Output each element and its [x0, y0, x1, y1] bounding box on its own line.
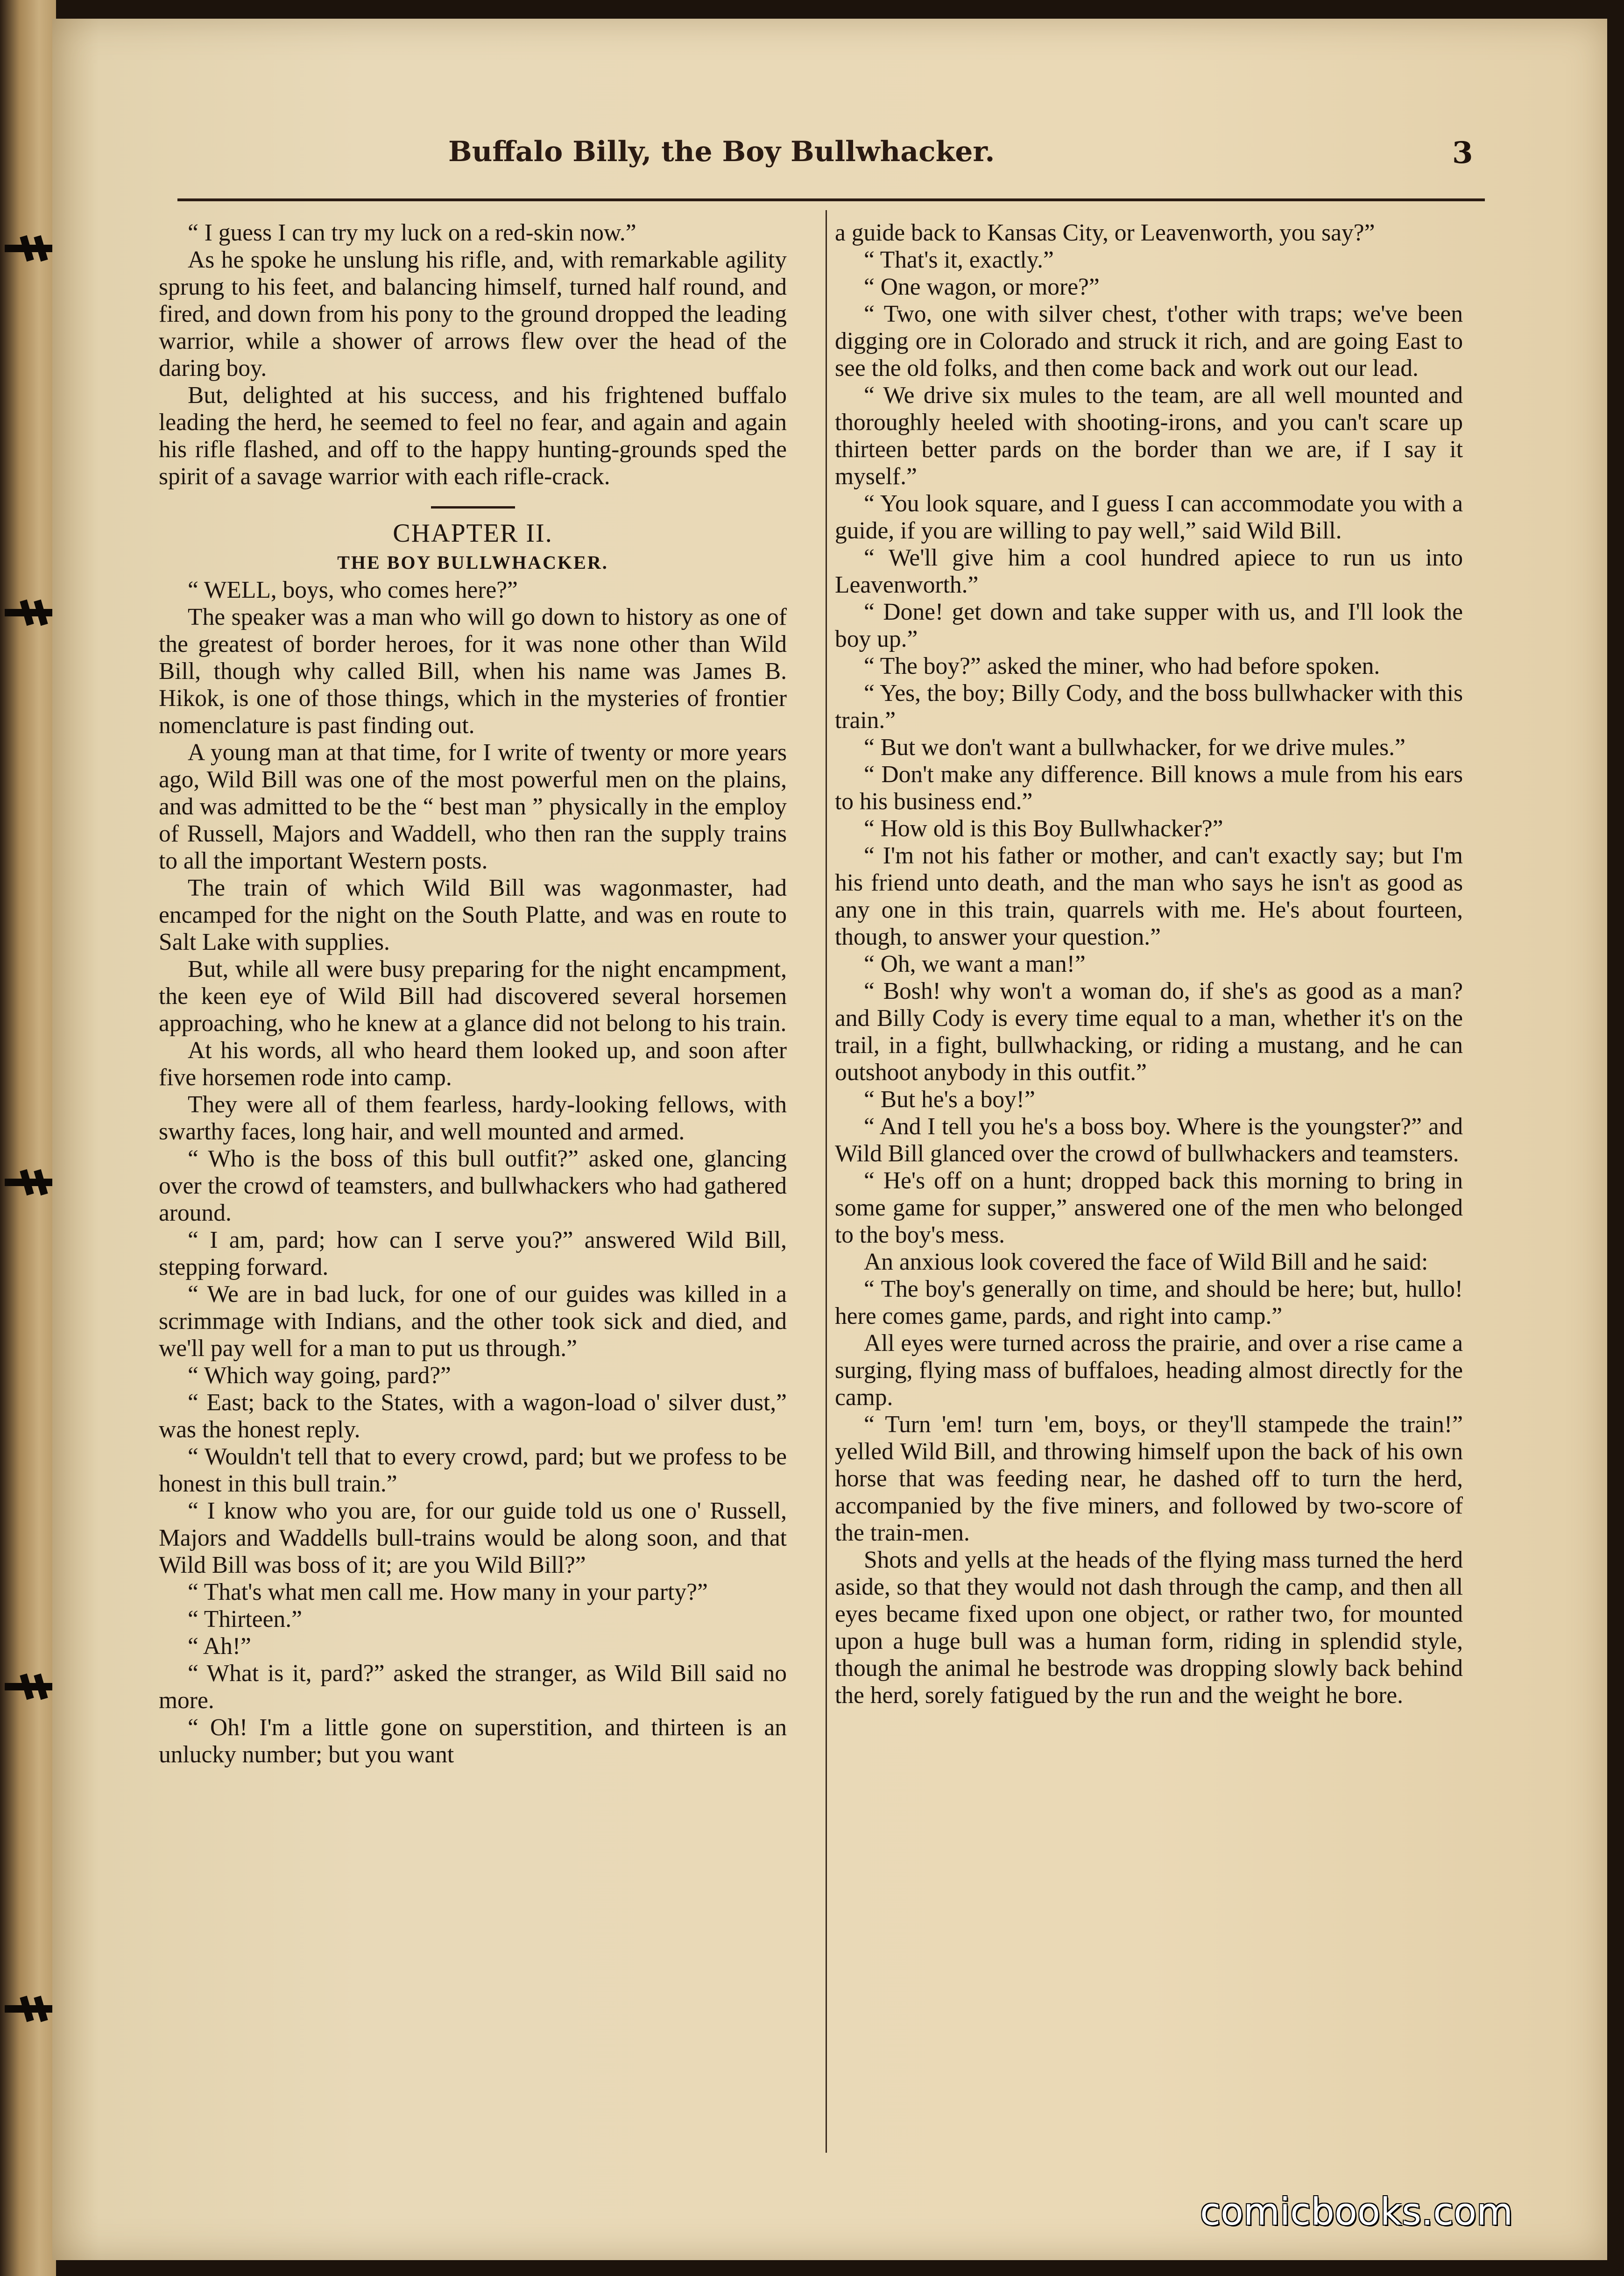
paragraph: A young man at that time, for I write of twenty or more years ago, Wild Bill was one of the most powerful men on the plains, and was admitted to be the “ best man ” physically in the employ of Russell, Majors and Waddell, who then ran the supply trains to all the important Western posts. — [159, 739, 787, 874]
paragraph: “ We drive six mules to the team, are all well mounted and thoroughly heeled with shooting-irons, and you can't scare up thirteen better pards on the border than we are, if I say it myself.” — [835, 382, 1463, 490]
paragraph: “ I'm not his father or mother, and can't exactly say; but I'm his friend unto death, and the man who says he isn't as good as any one in this train, quarrels with me. He's about fourteen, though, to answer your question.” — [835, 842, 1463, 950]
paragraph: “ We are in bad luck, for one of our guides was killed in a scrimmage with Indians, and the other took sick and died, and we'll pay well for a man to put us through.” — [159, 1281, 787, 1362]
watermark: comicbooks.com — [1200, 2190, 1513, 2234]
paragraph: “ I am, pard; how can I serve you?” answered Wild Bill, stepping forward. — [159, 1227, 787, 1280]
chapter-title: CHAPTER II. — [393, 519, 553, 548]
paragraph: As he spoke he unslung his rifle, and, with remarkable agility sprung to his feet, and balancing himself, turned half round, and fired, and down from his pony to the ground dropped the leading warrior, while a shower of arrows flew over the head of the daring boy. — [159, 247, 787, 382]
paragraph: “ Done! get down and take supper with us, and I'll look the boy up.” — [835, 599, 1463, 652]
column-divider — [826, 210, 827, 2153]
paragraph: “ But we don't want a bullwhacker, for we drive mules.” — [864, 734, 1405, 761]
paragraph: “ Thirteen.” — [188, 1606, 302, 1633]
paragraph: “ Oh! I'm a little gone on superstition, and thirteen is an unlucky number; but you want — [159, 1714, 787, 1768]
running-head: Buffalo Billy, the Boy Bullwhacker. — [448, 135, 995, 168]
header-rule — [177, 198, 1485, 201]
paragraph: “ East; back to the States, with a wagon-load o' silver dust,” was the honest reply. — [159, 1389, 787, 1443]
paragraph: “ Oh, we want a man!” — [864, 951, 1086, 977]
paragraph: “ Bosh! why won't a woman do, if she's as good as a man? and Billy Cody is every time equal to a man, whether it's on the trail, in a fight, bullwhacking, or riding a mustang, and he can outshoot anybody in this outfit.” — [835, 978, 1463, 1086]
paragraph: “ That's what men call me. How many in your party?” — [188, 1579, 708, 1605]
paragraph: “ And I tell you he's a boss boy. Where is the youngster?” and Wild Bill glanced over the crowd of bullwhackers and teamsters. — [835, 1113, 1463, 1167]
paragraph: “ Don't make any difference. Bill knows a mule from his ears to his business end.” — [835, 761, 1463, 815]
paragraph: “ I guess I can try my luck on a red-skin now.” — [188, 219, 636, 246]
left-column — [159, 219, 787, 2157]
paragraph: The train of which Wild Bill was wagonmaster, had encamped for the night on the South Platte, and was en route to Salt Lake with supplies. — [159, 875, 787, 955]
paragraph: But, delighted at his success, and his frightened buffalo leading the herd, he seemed to feel no fear, and again and again his rifle flashed, and off to the happy hunting-grounds sped the spirit of a savage warrior with each rifle-crack. — [159, 382, 787, 490]
paragraph: “ The boy's generally on time, and should be here; but, hullo! here comes game, pards, and right into camp.” — [835, 1276, 1463, 1329]
chapter-rule — [431, 506, 515, 509]
paragraph: “ What is it, pard?” asked the stranger, as Wild Bill said no more. — [159, 1660, 787, 1714]
paragraph: “ One wagon, or more?” — [864, 274, 1100, 300]
paragraph: “ I know who you are, for our guide told us one o' Russell, Majors and Waddells bull-trains would be along soon, and that Wild Bill was boss of it; are you Wild Bill?” — [159, 1498, 787, 1578]
right-column — [835, 219, 1463, 2157]
paragraph: At his words, all who heard them looked up, and soon after five horsemen rode into camp. — [159, 1037, 787, 1091]
book-spine — [0, 0, 56, 2276]
paragraph: “ Wouldn't tell that to every crowd, pard; but we profess to be honest in this bull train.” — [159, 1443, 787, 1497]
paragraph: “ Yes, the boy; Billy Cody, and the boss bullwhacker with this train.” — [835, 680, 1463, 734]
paragraph: Shots and yells at the heads of the flying mass turned the herd aside, so that they would not dash through the camp, and then all eyes became fixed upon one object, or rather two, for mounted upon a huge bull was a human form, riding in splendid style, though the animal he bestrode was dropping slowly back behind the herd, sorely fatigued by the run and the weight he bore. — [835, 1547, 1463, 1709]
paragraph: “ That's it, exactly.” — [864, 247, 1054, 273]
paragraph: “ WELL, boys, who comes here?” — [188, 577, 518, 603]
paragraph: “ Who is the boss of this bull outfit?” asked one, glancing over the crowd of teamsters, and bullwhackers who had gathered around. — [159, 1145, 787, 1226]
paragraph: “ Ah!” — [188, 1633, 251, 1660]
chapter-subtitle: THE BOY BULLWHACKER. — [337, 552, 608, 573]
paragraph: “ But he's a boy!” — [864, 1086, 1035, 1113]
paragraph: “ We'll give him a cool hundred apiece to run us into Leavenworth.” — [835, 544, 1463, 598]
page-number: 3 — [1452, 135, 1473, 170]
paragraph: “ The boy?” asked the miner, who had before spoken. — [864, 653, 1380, 679]
paragraph: “ Turn 'em! turn 'em, boys, or they'll stampede the train!” yelled Wild Bill, and throwing himself upon the back of his own horse that was feeding near, he dashed off to turn the herd, accompanied by the five miners, and followed by two-score of the train-men. — [835, 1411, 1463, 1546]
paragraph: “ He's off on a hunt; dropped back this morning to bring in some game for supper,” answered one of the men who belonged to the boy's mess. — [835, 1167, 1463, 1248]
paragraph: All eyes were turned across the prairie, and over a rise came a surging, flying mass of buffaloes, heading almost directly for the camp. — [835, 1330, 1463, 1411]
paragraph: “ You look square, and I guess I can accommodate you with a guide, if you are willing to pay well,” said Wild Bill. — [835, 490, 1463, 544]
paragraph: a guide back to Kansas City, or Leavenworth, you say?” — [835, 219, 1375, 246]
paragraph: An anxious look covered the face of Wild Bill and he said: — [864, 1249, 1428, 1275]
paragraph: They were all of them fearless, hardy-looking fellows, with swarthy faces, long hair, and well mounted and armed. — [159, 1091, 787, 1145]
paragraph: But, while all were busy preparing for the night encampment, the keen eye of Wild Bill had discovered several horsemen approaching, who he knew at a glance did not belong to his train. — [159, 956, 787, 1037]
paragraph: “ Which way going, pard?” — [188, 1362, 451, 1389]
paragraph: The speaker was a man who will go down to history as one of the greatest of border heroes, for it was none other than Wild Bill, though why called Bill, when his name was James B. Hikok, is one of those things, which in the mysteries of frontier nomenclature is past finding out. — [159, 604, 787, 739]
paragraph: “ Two, one with silver chest, t'other with traps; we've been digging ore in Colorado and struck it rich, and are going East to see the old folks, and then come back and work out our lead. — [835, 301, 1463, 382]
paragraph: “ How old is this Boy Bullwhacker?” — [864, 815, 1223, 842]
